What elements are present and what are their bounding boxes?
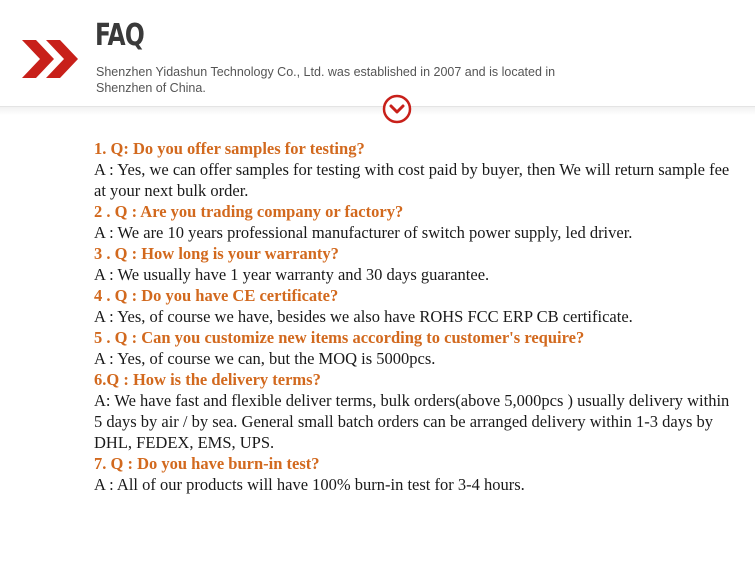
faq-question: 7. Q : Do you have burn-in test?: [94, 454, 320, 473]
faq-question: 1. Q: Do you offer samples for testing?: [94, 139, 365, 158]
faq-item: [94, 138, 734, 201]
faq-answer: A : Yes, of course we have, besides we also have ROHS FCC ERP CB certificate.: [94, 307, 633, 326]
double-chevron-right-icon: [22, 38, 84, 80]
faq-answer: A : We are 10 years professional manufacturer of switch power supply, led driver.: [94, 223, 633, 242]
faq-question: 5 . Q : Can you customize new items according to customer's require?: [94, 328, 585, 347]
faq-item: [94, 453, 734, 495]
faq-answer: A : We usually have 1 year warranty and 30 days guarantee.: [94, 265, 490, 284]
faq-question: 3 . Q : How long is your warranty?: [94, 244, 339, 263]
faq-question: 2 . Q : Are you trading company or factory?: [94, 202, 404, 221]
faq-question: 6.Q : How is the delivery terms?: [94, 370, 321, 389]
page-title: FAQ: [95, 18, 144, 53]
faq-item: [94, 243, 734, 285]
faq-answer: A: We have fast and flexible deliver terms, bulk orders(above 5,000pcs ) usually delivery within 5 days by air / by sea. General small batch orders can be arranged delivery within 1-3 days by DHL, FEDEX, EMS, UPS.: [94, 391, 730, 452]
faq-item: [94, 285, 734, 327]
faq-list: [94, 138, 734, 495]
chevron-down-circle-icon[interactable]: [382, 94, 412, 124]
faq-answer: A : Yes, we can offer samples for testing with cost paid by buyer, then We will return sample fee at your next bulk order.: [94, 160, 730, 200]
faq-question: 4 . Q : Do you have CE certificate?: [94, 286, 339, 305]
company-description: Shenzhen Yidashun Technology Co., Ltd. was established in 2007 and is located in Shenzhen of China.: [96, 65, 556, 95]
faq-answer: A : All of our products will have 100% burn-in test for 3-4 hours.: [94, 475, 525, 494]
divider-shadow: [0, 107, 755, 115]
faq-header: [0, 0, 755, 112]
faq-answer: A : Yes, of course we can, but the MOQ is 5000pcs.: [94, 349, 436, 368]
faq-item: [94, 369, 734, 453]
faq-item: [94, 201, 734, 243]
faq-item: [94, 327, 734, 369]
